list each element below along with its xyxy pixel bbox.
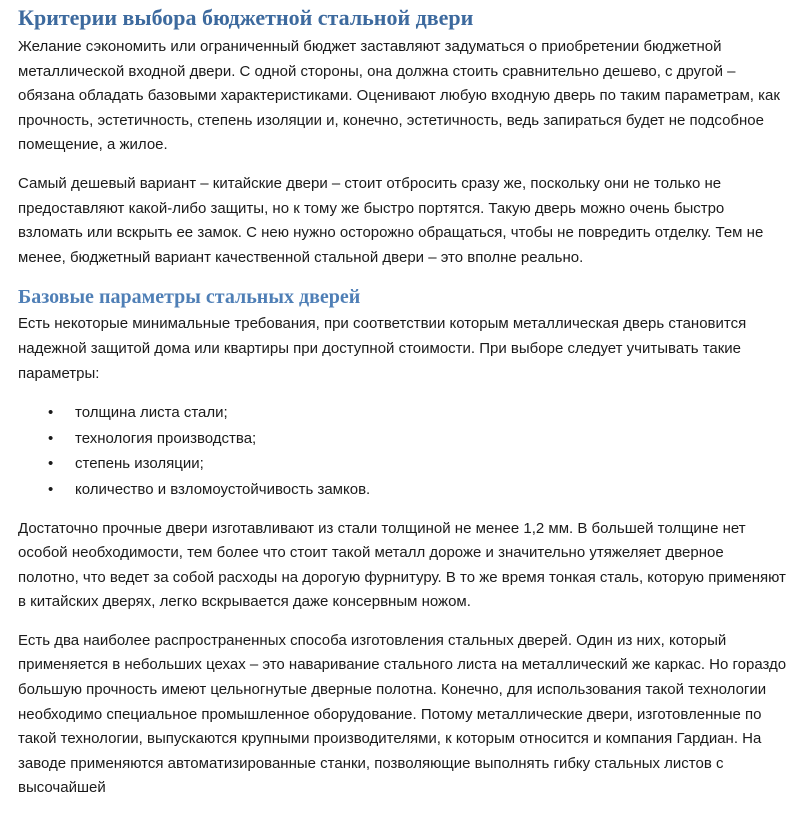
main-heading: Критерии выбора бюджетной стальной двери: [18, 5, 474, 30]
list-item: [18, 426, 788, 452]
list-item-text: количество и взломоустойчивость замков.: [75, 480, 371, 498]
bullet-icon: •: [48, 455, 54, 473]
list-item-text: степень изоляции;: [75, 455, 204, 473]
list-item: [18, 451, 788, 477]
list-item: [18, 477, 788, 503]
paragraph-intro: Желание сэкономить или ограниченный бюджет заставляют задуматься о приобретении бюджетной металлической входной двери. С одной стороны, она должна стоить сравнительно дешево, с другой – обязана обладать базовыми характеристиками. Оценивают любую входную дверь по таким параметрам, как прочность, эстетичность, степень изоляции и, конечно, эстетичность, ведь запираться будет не подсобное помещение, а жилое.: [18, 38, 780, 154]
list-item-text: технология производства;: [75, 429, 257, 447]
bullet-icon: •: [48, 404, 54, 422]
paragraph-manufacturing: Есть два наиболее распространенных способа изготовления стальных дверей. Один из них, который применяется в небольших цехах – это наваривание стального листа на металлический же каркас. Но гораздо большую прочность имеют цельногнутые дверные полотна. Конечно, для использования такой технологии необходимо специальное промышленное оборудование. Потому металлические двери, изготовленные по такой технологии, выпускаются крупными производителями, к которым относится и компания Гардиан. На заводе применяются автоматизированные станки, позволяющие выполнять гибку стальных листов с высочайшей: [18, 631, 787, 797]
document-page: [18, 0, 788, 815]
list-item-text: толщина листа стали;: [75, 404, 228, 422]
bullet-icon: •: [48, 480, 54, 498]
list-item: [18, 400, 788, 426]
paragraph-chinese-doors: Самый дешевый вариант – китайские двери – стоит отбросить сразу же, поскольку они не только не предоставляют какой-либо защиты, но к тому же быстро портятся. Такую дверь можно очень быстро взломать или вскрыть ее замок. С нею нужно осторожно обращаться, чтобы не повредить отделку. Тем не менее, бюджетный вариант качественной стальной двери – это вполне реально.: [18, 174, 764, 266]
paragraph-requirements: Есть некоторые минимальные требования, при соответствии которым металлическая дверь становится надежной защитой дома или квартиры при доступной стоимости. При выборе следует учитывать такие параметры:: [18, 315, 747, 382]
bullet-icon: •: [48, 429, 54, 447]
paragraph-steel-thickness: Достаточно прочные двери изготавливают из стали толщиной не менее 1,2 мм. В большей толщине нет особой необходимости, тем более что стоит такой металл дороже и значительно утяжеляет дверное полотно, что ведет за собой расходы на дорогую фурнитуру. В то же время тонкая сталь, которую применяют в китайских дверях, легко вскрывается даже консервным ножом.: [18, 519, 786, 611]
parameters-list: [18, 400, 788, 502]
section-heading: Базовые параметры стальных дверей: [18, 286, 361, 309]
